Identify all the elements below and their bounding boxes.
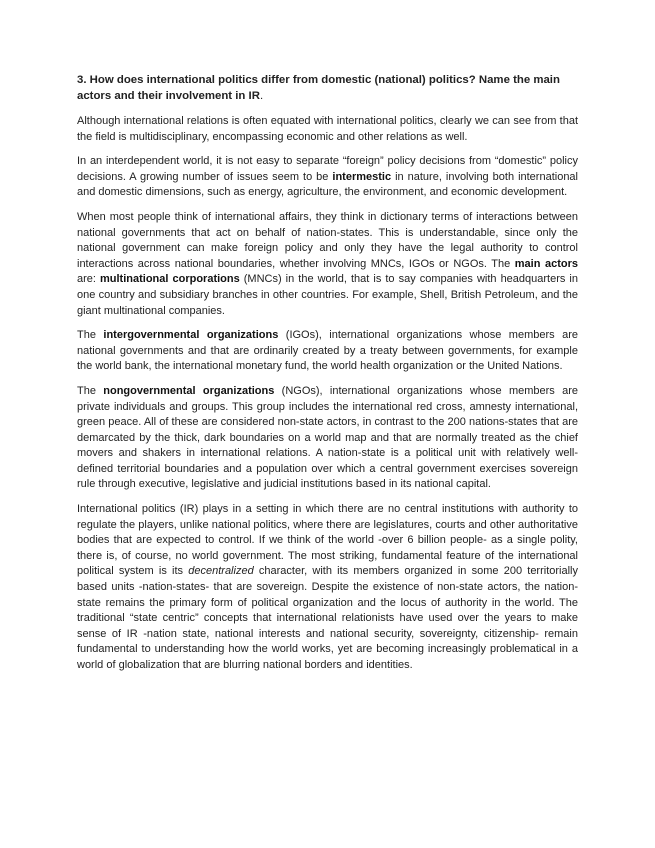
- term-nongovernmental-organizations: nongovernmental organizations: [103, 384, 275, 397]
- paragraph-intermestic-text-a: In an interdependent world, it is not easy to separate “foreign” policy decisions from “domestic” policy decisions. A growing number of issues seem to be: [77, 155, 578, 183]
- term-intermestic: intermestic: [332, 170, 392, 183]
- term-main-actors: main actors: [514, 257, 578, 270]
- paragraph-ngos-text-c: (NGOs), international organizations whose members are private individuals and groups. This group includes the international red cross, amnesty international, green peace. All of these are considered non-state actors, in contrast to the 200 nations-states that are demarcated by the thick, dark boundaries on a world map and that are normally treated as the chief movers and shakers in international relations. A nation-state is a political unit with relatively well-defined territorial boundaries and a population over which a central government exercises sovereign rule through executive, legislative and judicial institutions based in its national capital.: [77, 384, 578, 491]
- paragraph-igos-text-c: (IGOs), international organizations whose members are national governments and that are ordinarily created by a treaty between governments, for example the world bank, the international monetary fund, the world health organization or the United Nations.: [77, 329, 578, 373]
- paragraph-igos-text-a: The: [77, 329, 104, 342]
- paragraph-main-actors: [77, 210, 578, 319]
- paragraph-igos: [77, 328, 578, 375]
- term-decentralized: decentralized: [188, 565, 254, 578]
- paragraph-main-actors-text-a: When most people think of international affairs, they think in dictionary terms of interactions between national governments that act on behalf of nation-states. This is understandable, since only the national government can make foreign policy and only they have the legal authority to control interactions across national boundaries, whether involving MNCs, IGOs or NGOs. The: [77, 210, 578, 270]
- term-intergovernmental-organizations: intergovernmental organizations: [103, 329, 279, 342]
- paragraph-intro: [77, 114, 578, 145]
- paragraph-main-actors-text-c: are:: [77, 273, 100, 286]
- paragraph-ip-text-c: character, with its members organized in some 200 territorially based units -nation-states- that are sovereign. Despite the existence of non-state actors, the nation-state remains the primary form of political organization and the locus of authority in the world. The traditional “state centric” concepts that international relationists have used over the years to make sense of IR -nation state, national interests and national security, sovereignty, citizenship- remain fundamental to understanding how the world works, yet are becoming increasingly problematical in a world of globalization that are blurring national borders and identities.: [77, 565, 578, 671]
- paragraph-main-actors-text-e: (MNCs) in the world, that is to say companies with headquarters in one country and subsidiary branches in other countries. For example, Shell, British Petroleum, and the giant multinational companies.: [77, 273, 578, 317]
- question-text: 3. How does international politics differ from domestic (national) politics? Name the main actors and their involvement in IR: [77, 74, 560, 102]
- paragraph-ngos: [77, 384, 578, 493]
- paragraph-ngos-text-a: The: [77, 384, 104, 397]
- term-multinational-corporations: multinational corporations: [100, 273, 240, 286]
- paragraph-intro-text: Although international relations is often equated with international politics, clearly we can see from that the field is multidisciplinary, encompassing economic and other relations as well.: [77, 115, 578, 143]
- question-tail: .: [259, 90, 264, 102]
- paragraph-ip-text-a: International politics (IR) plays in a setting in which there are no central institutions with authority to regulate the players, unlike national politics, where there are legislatures, courts and other authoritative bodies that are expected to control. If we think of the world -over 6 billion people- as a single polity, there is, of course, no world government. The most striking, fundamental feature of the international political system is its: [77, 503, 578, 578]
- question-heading: [77, 72, 578, 104]
- paragraph-intermestic-text-c: in nature, involving both international and domestic dimensions, such as energy, agriculture, the environment, and economic development.: [77, 170, 578, 199]
- paragraph-intermestic: [77, 154, 578, 201]
- paragraph-international-politics: [77, 502, 578, 674]
